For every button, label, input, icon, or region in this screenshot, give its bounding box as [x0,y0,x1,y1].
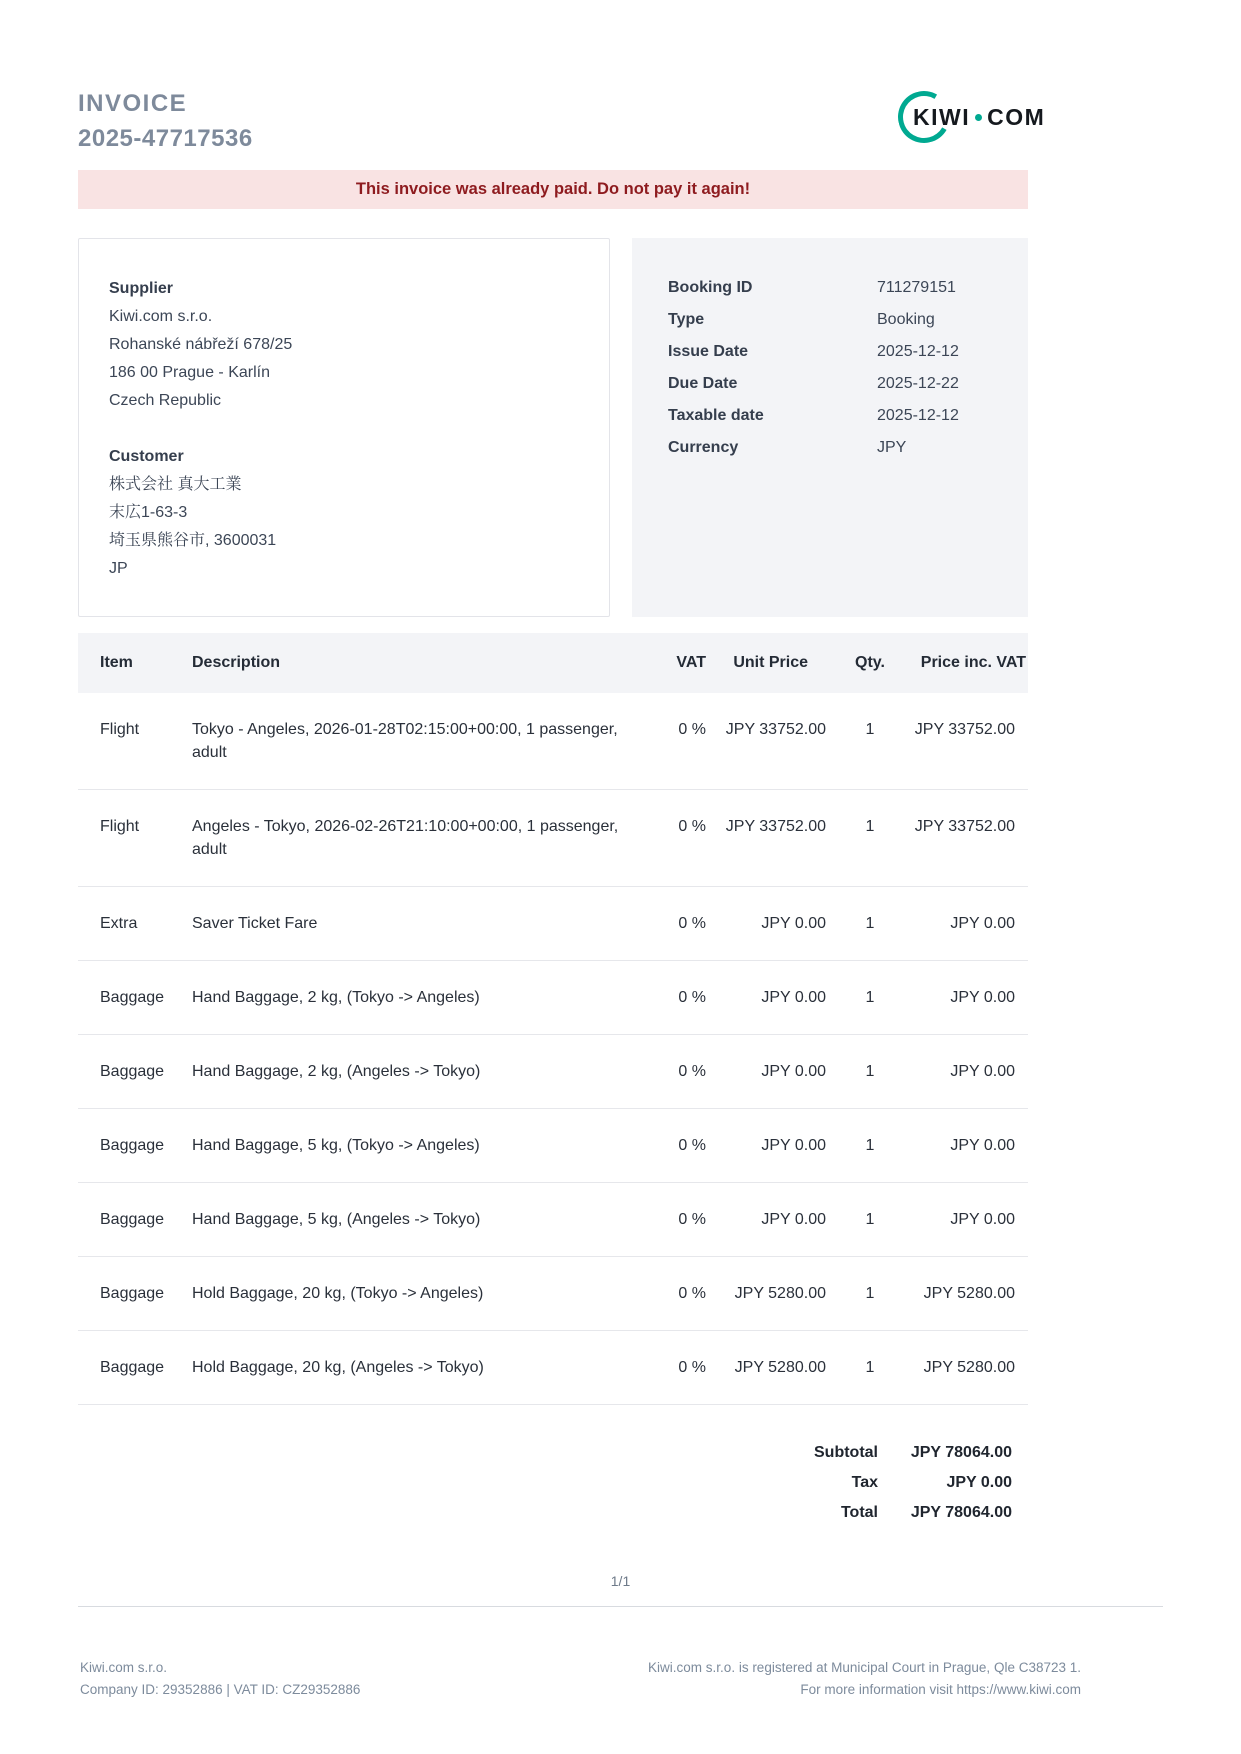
booking-row [668,368,998,400]
kiwi-logo-dot-icon [975,114,982,121]
cell-price-inc-vat: JPY 5280.00 [910,1257,1028,1331]
cell-qty: 1 [830,1257,910,1331]
invoice-header [78,86,1046,156]
cell-price-inc-vat: JPY 0.00 [910,1035,1028,1109]
cell-qty: 1 [830,790,910,887]
supplier-heading: Supplier [109,280,174,297]
subtotal-value: JPY 78064.00 [910,1444,1012,1461]
customer-line: JP [109,560,128,577]
cell-vat: 0 % [642,693,708,790]
kiwi-logo-text [913,104,1045,131]
cell-unit-price: JPY 0.00 [708,1035,830,1109]
cell-item: Baggage [78,1183,192,1257]
supplier-customer-box [78,238,610,617]
cell-description: Tokyo - Angeles, 2026-01-28T02:15:00+00:00, 1 passenger, adult [192,693,642,790]
footer-more-info: For more information visit https://www.kiwi.com [800,1682,1081,1697]
col-header-price-inc-vat: Price inc. VAT [910,633,1028,693]
total-label: Total [840,1504,878,1521]
cell-description: Hand Baggage, 2 kg, (Angeles -> Tokyo) [192,1035,642,1109]
table-row [78,961,1028,1035]
booking-details-box [632,238,1028,617]
footer-company-block [80,1657,360,1701]
booking-row [668,400,998,432]
footer-company-name: Kiwi.com s.r.o. [80,1660,168,1675]
cell-description: Saver Ticket Fare [192,887,642,961]
customer-heading: Customer [109,448,184,465]
supplier-line: 186 00 Prague - Karlín [109,364,270,381]
cell-vat: 0 % [642,1109,708,1183]
line-items-section [78,633,1028,1405]
booking-label: Issue Date [668,343,749,360]
total-value: JPY 78064.00 [910,1504,1012,1521]
booking-value: 2025-12-22 [877,375,959,392]
page-number: 1/1 [610,1573,631,1589]
booking-value: 2025-12-12 [877,407,959,424]
cell-description: Hand Baggage, 5 kg, (Angeles -> Tokyo) [192,1183,642,1257]
cell-vat: 0 % [642,790,708,887]
cell-price-inc-vat: JPY 0.00 [910,887,1028,961]
supplier-line: Kiwi.com s.r.o. [109,308,213,325]
cell-vat: 0 % [642,961,708,1035]
kiwi-logo [898,88,1046,146]
cell-qty: 1 [830,961,910,1035]
cell-price-inc-vat: JPY 5280.00 [910,1331,1028,1405]
customer-group [109,443,579,583]
cell-unit-price: JPY 0.00 [708,1109,830,1183]
table-row [78,790,1028,887]
col-header-description: Description [192,633,642,693]
invoice-title: INVOICE [78,90,188,117]
booking-row [668,336,998,368]
cell-description: Hand Baggage, 5 kg, (Tokyo -> Angeles) [192,1109,642,1183]
table-row [78,693,1028,790]
kiwi-logo-word1: KIWI [913,104,971,130]
col-header-vat: VAT [642,633,708,693]
table-row [78,887,1028,961]
cell-price-inc-vat: JPY 33752.00 [910,693,1028,790]
tax-label: Tax [851,1474,878,1491]
paid-banner: This invoice was already paid. Do not pay it again! [78,170,1028,209]
booking-value: Booking [877,311,935,328]
cell-unit-price: JPY 0.00 [708,887,830,961]
footer-divider [78,1606,1163,1607]
table-row [78,1109,1028,1183]
cell-qty: 1 [830,1109,910,1183]
cell-description: Hand Baggage, 2 kg, (Tokyo -> Angeles) [192,961,642,1035]
tax-value: JPY 0.00 [946,1474,1012,1491]
customer-line: 末広1-63-3 [109,504,188,521]
footer-legal-block [648,1657,1081,1701]
col-header-item: Item [78,633,192,693]
col-header-unit-price: Unit Price [708,633,830,693]
booking-value: JPY [877,439,907,456]
booking-label: Due Date [668,375,738,392]
cell-item: Baggage [78,1331,192,1405]
cell-item: Baggage [78,1257,192,1331]
cell-qty: 1 [830,693,910,790]
cell-unit-price: JPY 0.00 [708,961,830,1035]
cell-qty: 1 [830,887,910,961]
cell-vat: 0 % [642,1331,708,1405]
cell-description: Hold Baggage, 20 kg, (Angeles -> Tokyo) [192,1331,642,1405]
cell-vat: 0 % [642,1257,708,1331]
booking-label: Taxable date [668,407,764,424]
customer-line: 株式会社 真大工業 [109,476,242,493]
cell-qty: 1 [830,1183,910,1257]
subtotal-label: Subtotal [814,1444,878,1461]
booking-row [668,432,998,464]
cell-description: Hold Baggage, 20 kg, (Tokyo -> Angeles) [192,1257,642,1331]
booking-label: Booking ID [668,279,753,296]
booking-row [668,304,998,336]
cell-item: Flight [78,790,192,887]
table-row [78,1257,1028,1331]
total-row [814,1498,1028,1528]
footer-registration: Kiwi.com s.r.o. is registered at Municipal Court in Prague, Qle C38723 1. [648,1660,1081,1675]
booking-label: Type [668,311,705,328]
footer-company-ids: Company ID: 29352886 | VAT ID: CZ29352886 [80,1682,361,1697]
cell-price-inc-vat: JPY 0.00 [910,1183,1028,1257]
cell-item: Baggage [78,1109,192,1183]
booking-label: Currency [668,439,739,456]
cell-vat: 0 % [642,1035,708,1109]
cell-item: Baggage [78,961,192,1035]
cell-unit-price: JPY 0.00 [708,1183,830,1257]
kiwi-logo-word2: COM [987,104,1046,130]
col-header-qty: Qty. [830,633,910,693]
cell-description: Angeles - Tokyo, 2026-02-26T21:10:00+00:00, 1 passenger, adult [192,790,642,887]
booking-row [668,272,998,304]
cell-item: Extra [78,887,192,961]
subtotal-row [814,1438,1028,1468]
booking-value: 711279151 [877,279,956,296]
table-row [78,1183,1028,1257]
supplier-group [109,275,579,415]
cell-unit-price: JPY 5280.00 [708,1257,830,1331]
cell-qty: 1 [830,1331,910,1405]
cell-price-inc-vat: JPY 0.00 [910,1109,1028,1183]
table-row [78,1331,1028,1405]
cell-unit-price: JPY 33752.00 [708,790,830,887]
cell-unit-price: JPY 33752.00 [708,693,830,790]
tax-row [814,1468,1028,1498]
totals-section [814,1438,1028,1528]
cell-price-inc-vat: JPY 33752.00 [910,790,1028,887]
booking-value: 2025-12-12 [877,343,959,360]
footer [80,1657,1081,1701]
cell-price-inc-vat: JPY 0.00 [910,961,1028,1035]
table-row [78,1035,1028,1109]
supplier-line: Rohanské nábřeží 678/25 [109,336,293,353]
cell-item: Flight [78,693,192,790]
cell-unit-price: JPY 5280.00 [708,1331,830,1405]
cell-vat: 0 % [642,1183,708,1257]
invoice-number: 2025-47717536 [78,125,253,152]
line-items-table [78,633,1028,1405]
party-boxes [78,238,1028,617]
invoice-title-block [78,86,253,156]
cell-qty: 1 [830,1035,910,1109]
supplier-line: Czech Republic [109,392,222,409]
cell-vat: 0 % [642,887,708,961]
cell-item: Baggage [78,1035,192,1109]
table-header-row [78,633,1028,693]
customer-line: 埼玉県熊谷市, 3600031 [109,532,277,549]
